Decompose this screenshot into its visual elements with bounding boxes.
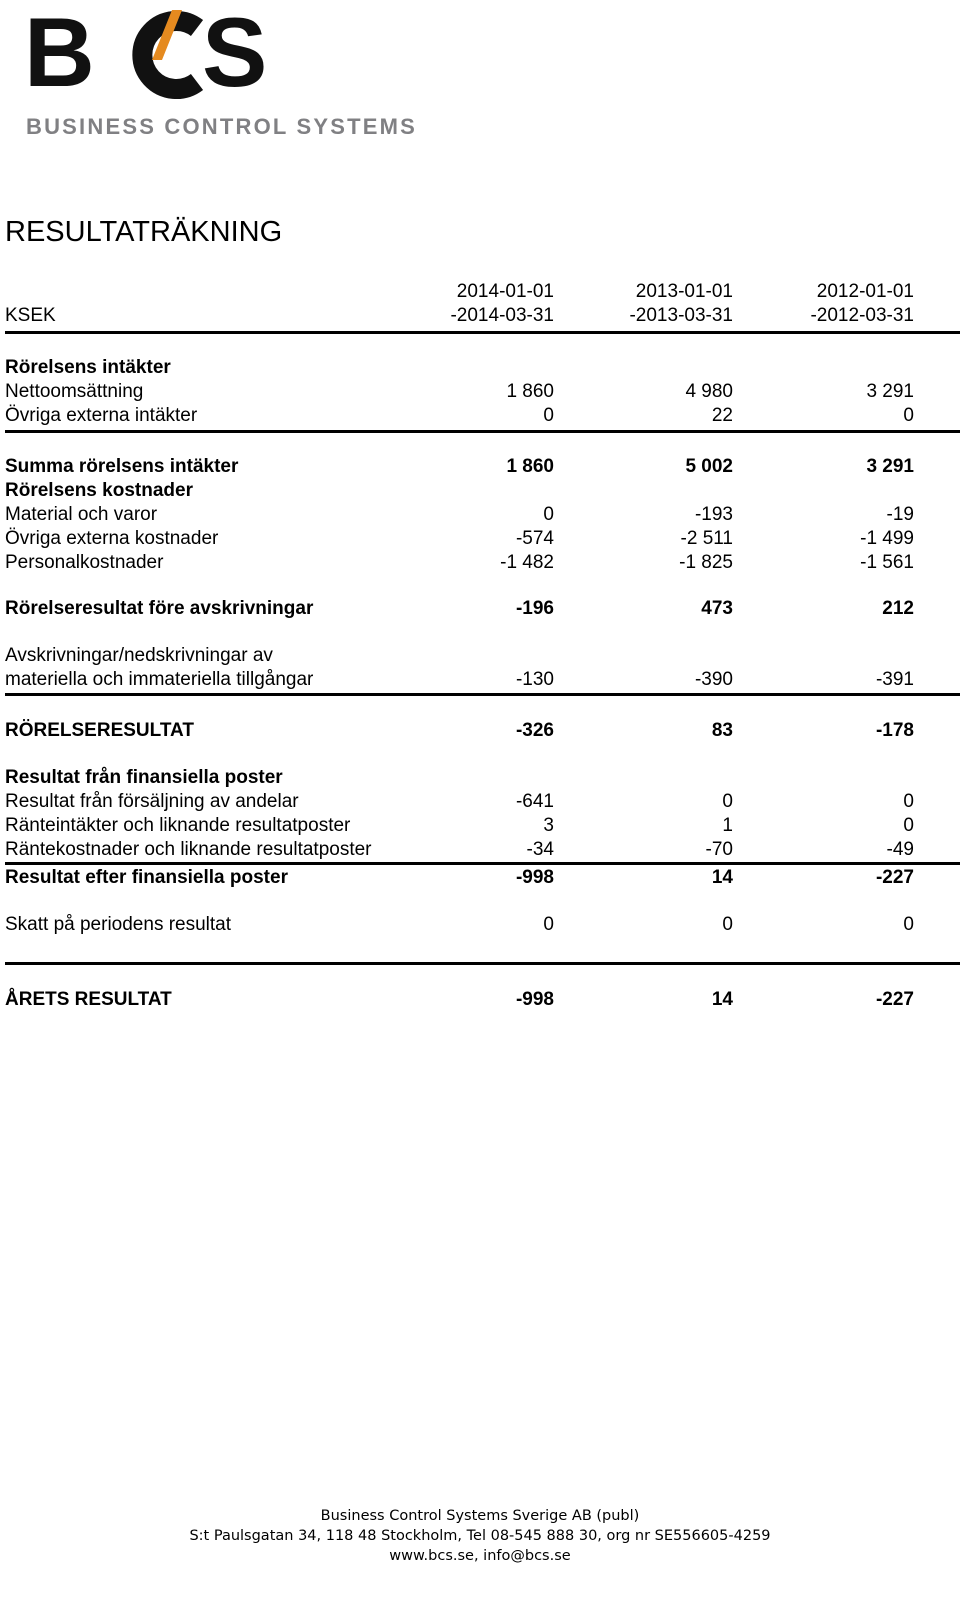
period-start-2013: 2013-01-01	[635, 281, 733, 302]
cell-2013: -1 825	[679, 552, 733, 573]
cell-2012: -1 561	[860, 552, 914, 573]
cell-2014: -574	[515, 528, 554, 549]
footer-web: www.bcs.se, info@bcs.se	[389, 1548, 571, 1564]
cell-2013: -390	[694, 669, 733, 690]
cell-2014: -130	[515, 669, 554, 690]
row-label: Rörelsens intäkter	[5, 357, 171, 378]
table-row	[5, 988, 960, 1012]
cell-2013: 1	[722, 815, 733, 836]
row-label: Rörelseresultat före avskrivningar	[5, 598, 314, 619]
table-row	[5, 814, 960, 838]
unit-label: KSEK	[5, 305, 56, 326]
footer-company: Business Control Systems Sverige AB (publ)	[320, 1508, 640, 1524]
row-label: materiella och immateriella tillgångar	[5, 669, 314, 690]
table-row	[5, 551, 960, 575]
cell-2014: -326	[515, 720, 554, 741]
row-label: ÅRETS RESULTAT	[5, 989, 172, 1010]
row-label: Summa rörelsens intäkter	[5, 456, 239, 477]
cell-2013: 0	[722, 791, 733, 812]
cell-2012: -227	[875, 867, 914, 888]
row-label: Personalkostnader	[5, 552, 164, 573]
table-row	[5, 719, 960, 743]
cell-2013: 473	[701, 598, 733, 619]
cell-2014: 0	[543, 504, 554, 525]
cell-2013: 0	[722, 914, 733, 935]
cell-2012: -227	[875, 989, 914, 1010]
cell-2013: 14	[711, 867, 733, 888]
cell-2013: 22	[711, 405, 733, 426]
cell-2012: 0	[903, 914, 914, 935]
logo-tagline: BUSINESS CONTROL SYSTEMS	[26, 114, 417, 139]
table-row	[5, 838, 960, 862]
divider	[5, 430, 960, 433]
cell-2014: -34	[526, 839, 554, 860]
table-row	[5, 356, 960, 380]
row-label: Resultat efter finansiella poster	[5, 867, 288, 888]
svg-text:S: S	[202, 0, 268, 107]
table-row	[5, 766, 960, 790]
table-row	[5, 790, 960, 814]
cell-2012: -178	[875, 720, 914, 741]
table-row	[5, 455, 960, 479]
row-label: Övriga externa kostnader	[5, 528, 219, 549]
cell-2012: -1 499	[860, 528, 914, 549]
cell-2012: -49	[886, 839, 914, 860]
row-label: Material och varor	[5, 504, 158, 525]
cell-2014: 1 860	[506, 381, 554, 402]
row-label: Avskrivningar/nedskrivningar av	[5, 645, 273, 666]
cell-2014: 3	[543, 815, 554, 836]
cell-2013: 83	[711, 720, 733, 741]
cell-2013: 4 980	[685, 381, 733, 402]
cell-2012: 0	[903, 815, 914, 836]
divider	[5, 693, 960, 696]
cell-2014: -196	[515, 598, 554, 619]
cell-2014: 1 860	[506, 456, 554, 477]
cell-2013: 14	[711, 989, 733, 1010]
row-label: Resultat från finansiella poster	[5, 767, 283, 788]
cell-2012: -391	[875, 669, 914, 690]
cell-2012: 0	[903, 405, 914, 426]
table-row	[5, 503, 960, 527]
cell-2012: 3 291	[866, 456, 914, 477]
table-row	[5, 866, 960, 890]
row-label: Räntekostnader och liknande resultatposter	[5, 839, 372, 860]
cell-2012: -19	[886, 504, 914, 525]
period-end-2012: -2012-03-31	[810, 305, 914, 326]
cell-2013: -193	[694, 504, 733, 525]
period-start-2012: 2012-01-01	[816, 281, 914, 302]
cell-2014: -1 482	[500, 552, 554, 573]
cell-2013: -2 511	[680, 528, 733, 549]
cell-2013: -70	[705, 839, 733, 860]
period-end-2013: -2013-03-31	[629, 305, 733, 326]
table-row	[5, 380, 960, 404]
cell-2014: -641	[515, 791, 554, 812]
cell-2014: -998	[515, 989, 554, 1010]
table-row	[5, 668, 960, 692]
cell-2013: 5 002	[685, 456, 733, 477]
row-label: Nettoomsättning	[5, 381, 144, 402]
table-row	[5, 527, 960, 551]
table-row	[5, 644, 960, 668]
cell-2012: 3 291	[866, 381, 914, 402]
row-label: Övriga externa intäkter	[5, 405, 198, 426]
divider	[5, 331, 960, 334]
page-title: RESULTATRÄKNING	[5, 216, 283, 248]
divider	[5, 962, 960, 965]
period-start-2014: 2014-01-01	[456, 281, 554, 302]
row-label: Ränteintäkter och liknande resultatposter	[5, 815, 351, 836]
period-end-row	[5, 304, 960, 328]
table-row	[5, 913, 960, 937]
period-end-2014: -2014-03-31	[450, 305, 554, 326]
svg-text:B: B	[24, 0, 95, 107]
divider	[5, 862, 960, 865]
table-row	[5, 404, 960, 428]
table-row	[5, 479, 960, 503]
period-start-row	[5, 280, 960, 304]
row-label: Skatt på periodens resultat	[5, 914, 232, 935]
cell-2014: 0	[543, 914, 554, 935]
table-row	[5, 597, 960, 621]
cell-2012: 212	[882, 598, 914, 619]
cell-2012: 0	[903, 791, 914, 812]
row-label: RÖRELSERESULTAT	[5, 720, 194, 741]
footer-address: S:t Paulsgatan 34, 118 48 Stockholm, Tel 08-545 888 30, org nr SE556605-4259	[189, 1528, 771, 1544]
row-label: Resultat från försäljning av andelar	[5, 791, 299, 812]
row-label: Rörelsens kostnader	[5, 480, 193, 501]
cell-2014: 0	[543, 405, 554, 426]
cell-2014: -998	[515, 867, 554, 888]
